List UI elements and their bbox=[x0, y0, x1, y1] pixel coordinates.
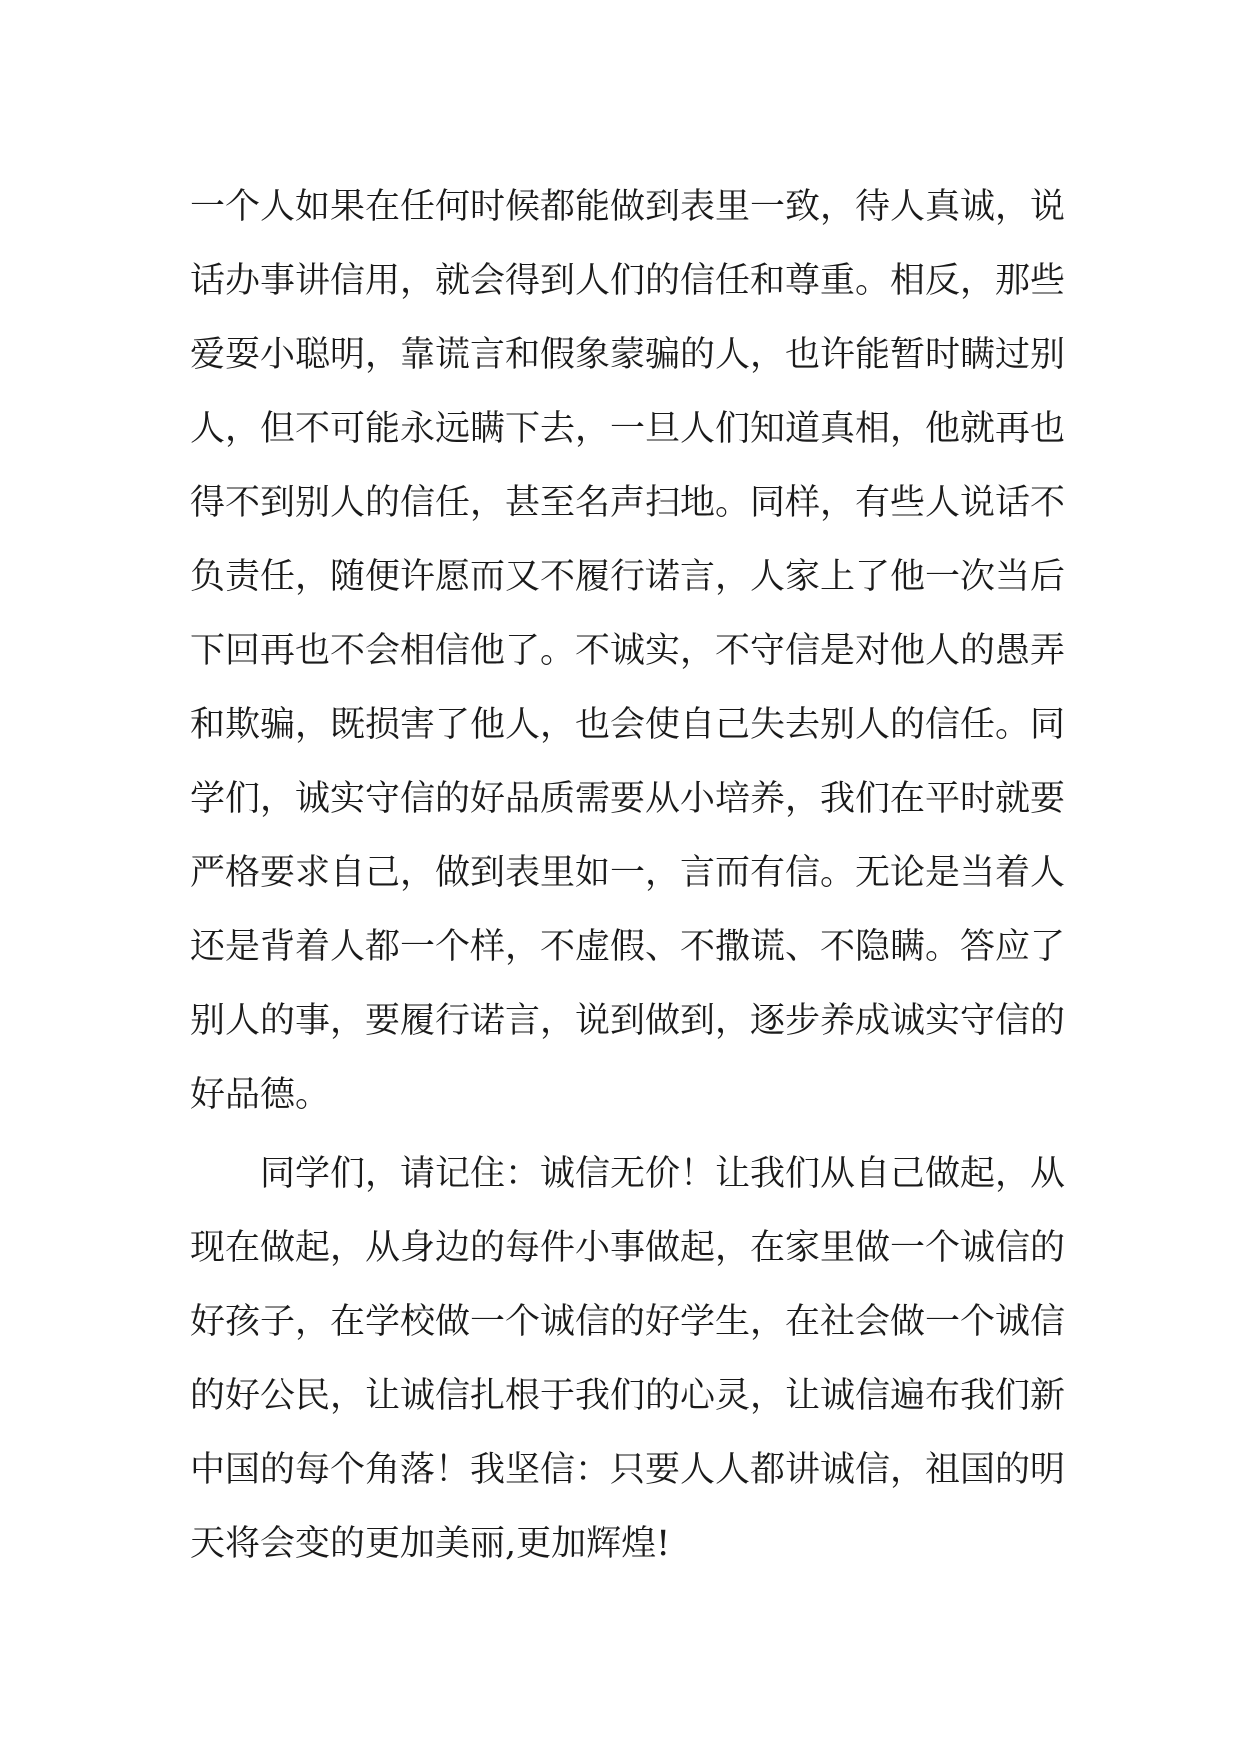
paragraph-line: 中国的每个角落！我坚信：只要人人都讲诚信，祖国的明 bbox=[190, 1450, 1066, 1490]
paragraph-line: 负责任，随便许愿而又不履行诺言，人家上了他一次当后 bbox=[190, 557, 1066, 597]
paragraph-line: 的好公民，让诚信扎根于我们的心灵，让诚信遍布我们新 bbox=[190, 1376, 1066, 1416]
paragraph-line: 得不到别人的信任，甚至名声扫地。同样，有些人说话不 bbox=[190, 483, 1066, 523]
paragraph-line: 和欺骗，既损害了他人，也会使自己失去别人的信任。同 bbox=[190, 705, 1066, 745]
paragraph-line: 学们，诚实守信的好品质需要从小培养，我们在平时就要 bbox=[190, 779, 1066, 819]
paragraph-2 bbox=[190, 1137, 1066, 1581]
paragraph-line: 严格要求自己，做到表里如一，言而有信。无论是当着人 bbox=[190, 853, 1066, 893]
paragraph-line: 别人的事，要履行诺言，说到做到，逐步养成诚实守信的 bbox=[190, 1001, 1066, 1041]
paragraph-line: 现在做起，从身边的每件小事做起，在家里做一个诚信的 bbox=[190, 1228, 1066, 1268]
paragraph-line: 人，但不可能永远瞒下去，一旦人们知道真相，他就再也 bbox=[190, 409, 1066, 449]
paragraph-line: 好品德。 bbox=[190, 1075, 331, 1115]
paragraph-line: 爱耍小聪明，靠谎言和假象蒙骗的人，也许能暂时瞒过别 bbox=[190, 335, 1066, 375]
paragraph-line: 好孩子，在学校做一个诚信的好学生，在社会做一个诚信 bbox=[190, 1302, 1066, 1342]
paragraph-line: 一个人如果在任何时候都能做到表里一致，待人真诚，说 bbox=[190, 187, 1066, 227]
paragraph-line: 话办事讲信用，就会得到人们的信任和尊重。相反，那些 bbox=[190, 261, 1066, 301]
paragraph-line: 下回再也不会相信他了。不诚实，不守信是对他人的愚弄 bbox=[190, 631, 1066, 671]
paragraph-1 bbox=[190, 170, 1066, 1132]
paragraph-first-line: 同学们，请记住：诚信无价！让我们从自己做起，从 bbox=[260, 1154, 1066, 1194]
paragraph-line: 还是背着人都一个样，不虚假、不撒谎、不隐瞒。答应了 bbox=[190, 927, 1066, 967]
paragraph-line: 天将会变的更加美丽,更加辉煌! bbox=[190, 1524, 671, 1564]
